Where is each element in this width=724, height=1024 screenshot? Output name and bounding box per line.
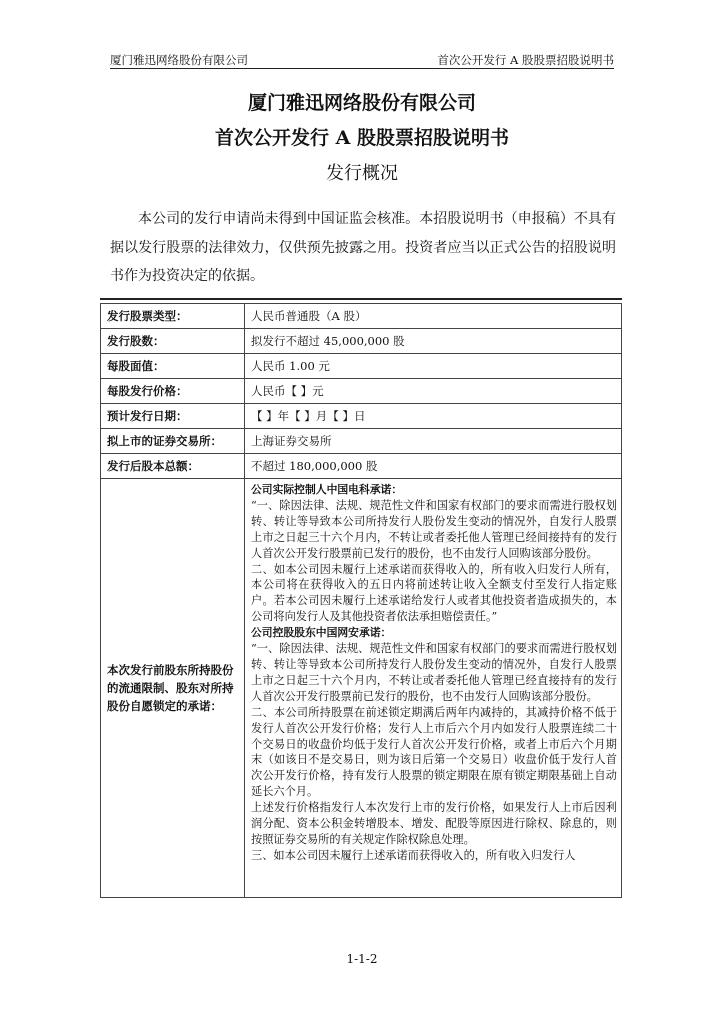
table-row (101, 329, 622, 354)
lockup-paragraph: 三、如本公司因未履行上述承诺而获得收入的，所有收入归发行人 (251, 848, 576, 862)
table-row (101, 304, 622, 329)
row-value: 拟发行不超过 45,000,000 股 (245, 329, 622, 354)
lockup-heading-cnsecurity: 公司控股股东中国网安承诺： (251, 626, 392, 640)
row-key: 每股发行价格： (101, 379, 245, 404)
header-company: 厦门雅迅网络股份有限公司 (110, 53, 248, 67)
row-value: 人民币 1.00 元 (245, 354, 622, 379)
table-row-lockup (101, 479, 622, 898)
row-key: 拟上市的证券交易所： (101, 429, 245, 454)
table-row (101, 454, 622, 479)
row-value: 不超过 180,000,000 股 (245, 454, 622, 479)
offering-table (100, 303, 622, 898)
title-prospectus: 首次公开发行 A 股股票招股说明书 (215, 127, 509, 149)
row-key: 发行股数： (101, 329, 245, 354)
table-row (101, 379, 622, 404)
lockup-key: 本次发行前股东所持股份的流通限制、股东对所持股份自愿锁定的承诺： (101, 479, 245, 898)
page-number: 1-1-2 (346, 952, 378, 966)
table-row (101, 354, 622, 379)
row-value: 人民币【 】元 (245, 379, 622, 404)
row-key: 每股面值： (101, 354, 245, 379)
lockup-value (245, 479, 622, 898)
title-company: 厦门雅迅网络股份有限公司 (247, 92, 476, 114)
lockup-heading-cetc: 公司实际控制人中国电科承诺： (251, 483, 403, 496)
row-key: 预计发行日期： (101, 404, 245, 429)
intro-paragraph: 本公司的发行申请尚未得到中国证监会核准。本招股说明书（申报稿）不具有据以发行股票的法律效力，仅供预先披露之用。投资者应当以正式公告的招股说明书作为投资决定的依据。 (110, 211, 616, 284)
table-row (101, 404, 622, 429)
lockup-paragraph: “一、除因法律、法规、规范性文件和国家有权部门的要求而需进行股权划转、转让等导致本公司所持发行人股份发生变动的情况外，自发行人股票上市之日起三十六个月内，不转让或者委托他人管理已经间接持有的发行人首次公开发行股票前已发行的股份，也不由发行人回购该部分股份。 (251, 498, 617, 560)
table-top-rule (100, 298, 622, 300)
lockup-paragraph: 二、本公司所持股票在前述锁定期满后两年内减持的，其减持价格不低于发行人首次公开发行价格；发行人上市后六个月内如发行人股票连续二十个交易日的收盘价均低于发行人首次公开发行价格，或者上市后六个月期末（如该日不是交易日，则为该日后第一个交易日）收盘价低于发行人首次公开发行价格，持有发行人股票的锁定期限在原有锁定期限基础上自动延长六个月。 (251, 705, 617, 799)
row-key: 发行后股本总额： (101, 454, 245, 479)
page-header (110, 52, 614, 69)
title-overview: 发行概况 (326, 163, 398, 184)
header-doc-name: 首次公开发行 A 股股票招股说明书 (437, 53, 614, 67)
lockup-paragraph: “一、除因法律、法规、规范性文件和国家有权部门的要求而需进行股权划转、转让等导致本公司所持发行人股份发生变动的情况外，自发行人股票上市之日起三十六个月内，不转让或者委托他人管理已经直接持有的发行人首次公开发行股票前已发行的股份，也不由发行人回购该部分股份。 (251, 642, 617, 703)
lockup-paragraph: 上述发行价格指发行人本次发行上市的发行价格，如果发行人上市后因利润分配、资本公积金转增股本、增发、配股等原因进行除权、除息的，则按照证券交易所的有关规定作除权除息处理。 (251, 801, 617, 846)
row-value: 【 】年【 】月【 】日 (245, 404, 622, 429)
row-key: 发行股票类型： (101, 304, 245, 329)
row-value: 上海证券交易所 (245, 429, 622, 454)
lockup-paragraph: 二、如本公司因未履行上述承诺而获得收入的，所有收入归发行人所有，本公司将在获得收入的五日内将前述转让收入全额支付至发行人指定账户。若本公司因未履行上述承诺给发行人或者其他投资者造成损失的，本公司将向发行人及其他投资者依法承担赔偿责任。” (251, 562, 617, 624)
table-row (101, 429, 622, 454)
row-value: 人民币普通股（A 股） (245, 304, 622, 329)
